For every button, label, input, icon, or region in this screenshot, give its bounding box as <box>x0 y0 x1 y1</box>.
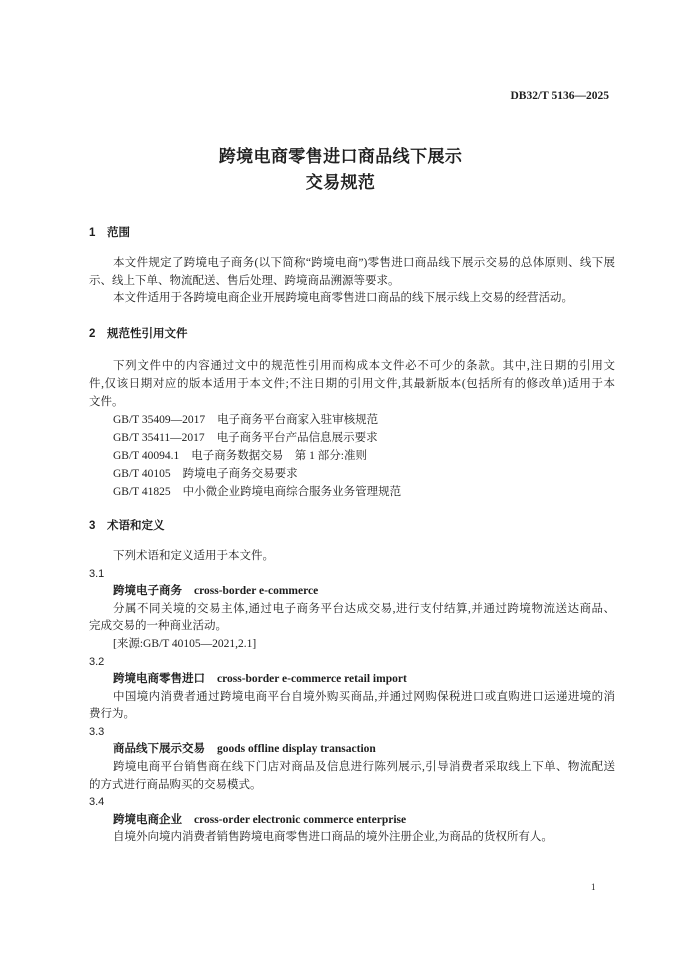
reference-item <box>89 483 615 501</box>
document-code: DB32/T 5136—2025 <box>510 90 609 102</box>
reference-title: 中小微企业跨境电商综合服务业务管理规范 <box>182 486 402 498</box>
term-entry <box>89 741 615 759</box>
document-title <box>0 144 681 196</box>
reference-title: 电子商务平台商家入驻审核规范 <box>217 414 379 426</box>
definition-line: 的方式进行商品购买的交易模式。 <box>89 778 262 791</box>
section-title: 术语和定义 <box>107 520 165 532</box>
term-number: 3.4 <box>89 796 105 809</box>
term-number: 3.1 <box>89 567 105 580</box>
definition-line: 自境外向境内消费者销售跨境电商零售进口商品的境外注册企业,为商品的货权所有人。 <box>113 831 553 844</box>
term-english: cross-border e-commerce retail import <box>217 673 407 686</box>
section-title: 范围 <box>107 227 130 239</box>
reference-item <box>89 411 615 429</box>
page-number: 1 <box>591 882 596 892</box>
term-chinese: 跨境电商企业 <box>113 813 182 826</box>
term-english: goods offline display transaction <box>217 743 376 756</box>
definition-line: 完成交易的一种商业活动。 <box>89 620 227 633</box>
reference-code: GB/T 35411—2017 <box>113 432 205 444</box>
term-english: cross-order electronic commerce enterprise <box>194 813 407 826</box>
reference-item <box>89 429 615 447</box>
term-chinese: 跨境电子商务 <box>113 585 182 598</box>
term-entry <box>89 671 615 689</box>
reference-item <box>89 465 615 483</box>
reference-code: GB/T 40105 <box>113 468 171 480</box>
section-body-normative-references <box>89 357 615 501</box>
section-number: 1 <box>89 227 96 239</box>
term-chinese: 跨境电商零售进口 <box>113 673 205 686</box>
term-english: cross-border e-commerce <box>194 585 319 598</box>
paragraph-line: 文件。 <box>89 396 124 408</box>
term-source: [来源:GB/T 40105—2021,2.1] <box>113 638 257 650</box>
term-chinese: 商品线下展示交易 <box>113 743 205 756</box>
reference-code: GB/T 41825 <box>113 486 171 498</box>
paragraph-line: 本文件适用于各跨境电商企业开展跨境电商零售进口商品的线下展示线上交易的经营活动。 <box>113 292 573 305</box>
paragraph-line: 本文件规定了跨境电子商务(以下简称“跨境电商”)零售进口商品线下展示交易的总体原则、线下展 <box>113 257 615 270</box>
paragraph-line: 示、线上下单、物流配送、售后处理、跨境商品溯源等要求。 <box>89 274 400 287</box>
reference-code: GB/T 40094.1 <box>113 450 180 462</box>
paragraph-line: 件,仅该日期对应的版本适用于本文件;不注日期的引用文件,其最新版本(包括所有的修改单)适用于本 <box>89 378 615 390</box>
section-body-terms-and-definitions <box>89 548 615 847</box>
term-number: 3.2 <box>89 655 105 668</box>
title-line-1: 跨境电商零售进口商品线下展示 <box>218 147 463 166</box>
section-number: 2 <box>89 328 96 340</box>
paragraph-line: 下列术语和定义适用于本文件。 <box>113 550 274 563</box>
title-line-2: 交易规范 <box>305 173 376 192</box>
definition-line: 费行为。 <box>89 708 135 721</box>
section-number: 3 <box>89 520 96 532</box>
section-heading-normative-references <box>89 325 188 343</box>
definition-line: 分属不同关境的交易主体,通过电子商务平台达成交易,进行支付结算,并通过跨境物流送达商品、 <box>113 602 615 615</box>
section-heading-scope <box>89 224 130 242</box>
term-entry <box>89 812 615 830</box>
reference-title: 跨境电子商务交易要求 <box>182 468 298 480</box>
section-heading-terms-and-definitions <box>89 517 165 535</box>
reference-item <box>89 447 615 465</box>
definition-line: 中国境内消费者通过跨境电商平台自境外购买商品,并通过网购保税进口或直购进口运递进境的消 <box>113 690 615 703</box>
reference-code: GB/T 35409—2017 <box>113 414 206 426</box>
section-body-scope <box>89 255 615 308</box>
paragraph-line: 下列文件中的内容通过文中的规范性引用而构成本文件必不可少的条款。其中,注日期的引用文 <box>113 360 615 372</box>
section-title: 规范性引用文件 <box>107 328 188 340</box>
definition-line: 跨境电商平台销售商在线下门店对商品及信息进行陈列展示,引导消费者采取线上下单、物流配送 <box>113 760 615 773</box>
term-number: 3.3 <box>89 725 105 738</box>
reference-title: 电子商务数据交易 第 1 部分:准则 <box>191 450 367 462</box>
term-entry <box>89 583 615 601</box>
reference-title: 电子商务平台产品信息展示要求 <box>216 432 378 444</box>
